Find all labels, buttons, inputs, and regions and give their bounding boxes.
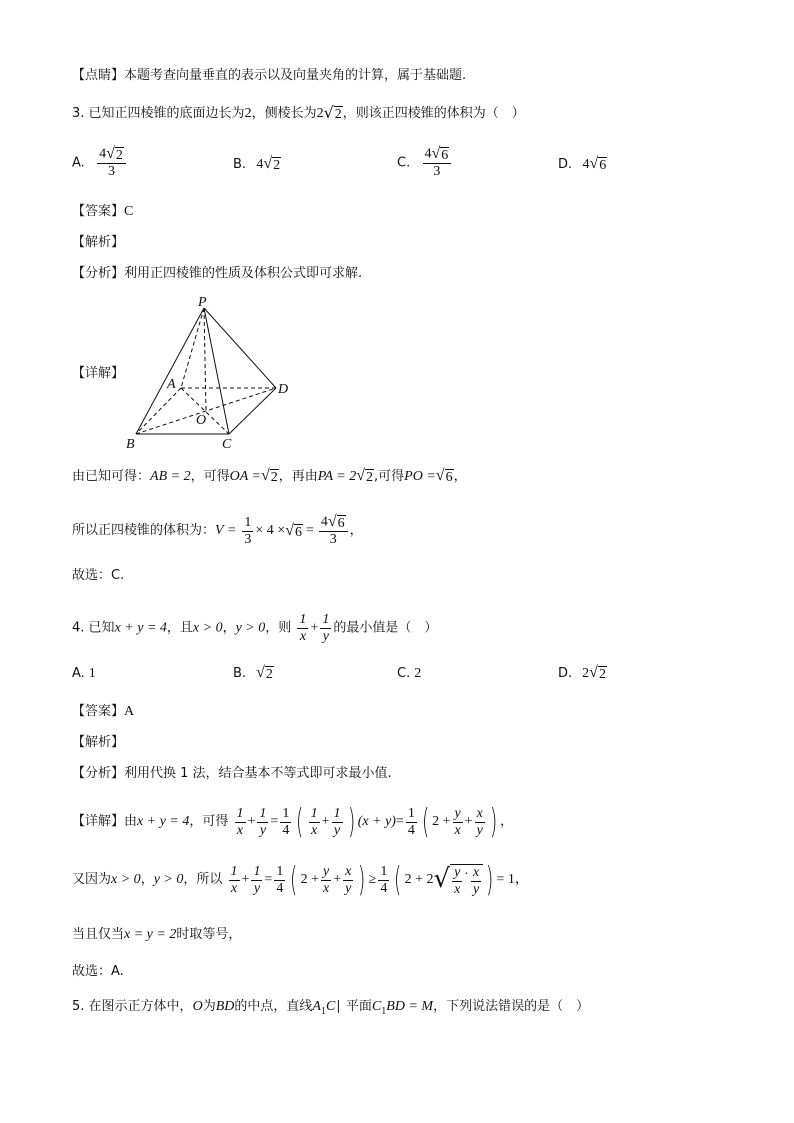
math-pa: PA = 2 <box>317 469 357 484</box>
option-label: A. <box>72 666 85 681</box>
math-ypos: y > 0 <box>153 872 184 887</box>
option-label: C. <box>397 155 411 171</box>
q4-detail-line1: 【详解】由x + y = 4，可得 $\frac{1}{x}$ + $\frac{1}{y}$ = $\frac{1}{4}$ ( $\frac{1}{x}$ + $\frac{1}{y}$ ) (x + y)= $\frac{1}{4}$ ( 2 + $\frac{y}{x}$ + $\frac{x}{y}$ ) ， <box>72 802 514 842</box>
val: 2 <box>414 666 422 681</box>
label-c: C <box>222 437 232 452</box>
detail-tag: 【详解】 <box>72 814 125 829</box>
q3-option-c <box>397 146 453 180</box>
result: = 1， <box>496 872 529 887</box>
q4-conclude: 故选：A. <box>72 964 124 979</box>
q4-detail-line3 <box>72 925 241 945</box>
rad: 2 <box>265 667 273 682</box>
math-line <box>312 999 336 1017</box>
text: 的最小值是（ ） <box>333 620 438 636</box>
text: 所以正四棱锥的体积为： <box>72 523 216 538</box>
frac-1-x: $\frac{1}{x}$ <box>299 612 307 644</box>
answer-tag: 【答案】 <box>72 704 125 719</box>
q3-option-b: B. 4 √ 2 <box>233 155 281 173</box>
edge-pa <box>181 308 204 388</box>
label-d: D <box>278 382 289 397</box>
math-po: PO = <box>404 469 436 484</box>
q5-stem <box>72 997 589 1022</box>
line-a: A <box>312 999 321 1014</box>
text: 时取等号， <box>176 927 242 942</box>
q3-edge-coef: 2 <box>316 106 324 121</box>
text: ， <box>349 523 363 538</box>
q4-option-b: B. √ 2 <box>233 664 273 682</box>
answer-value: A <box>124 704 135 719</box>
text: ，下列说法错误的是（ ） <box>433 999 590 1014</box>
sqrt-2: √ 2 <box>260 467 278 485</box>
text: ,可得 <box>374 469 405 484</box>
analysis-text: 利用正四棱锥的性质及体积公式即可求解. <box>124 266 363 281</box>
text: 在图示正方体中， <box>88 999 193 1014</box>
q5-number: 5. <box>72 999 85 1014</box>
math-xpos: x > 0 <box>192 620 223 636</box>
times: × 4 × <box>255 523 286 538</box>
sqrt-6: √ 6 <box>435 467 453 485</box>
option-label: B. <box>233 666 247 681</box>
q3-edge-sqrt: √ 2 <box>323 103 342 122</box>
q3-detail-tag: 【详解】 <box>72 366 125 381</box>
text: 已知 <box>88 620 115 636</box>
frac-1-y: $\frac{1}{y}$ <box>322 612 330 644</box>
q3-jiexi: 【解析】 <box>72 235 125 250</box>
math-bd: BD <box>215 999 235 1014</box>
edge-pb <box>136 308 207 434</box>
text: 又因为 <box>72 872 112 887</box>
line-c: C <box>325 999 336 1014</box>
q3-option-a <box>72 146 128 180</box>
q4-option-a <box>72 665 96 682</box>
edge-po <box>204 308 206 411</box>
label-o: O <box>196 413 207 428</box>
math-ab: AB = 2 <box>150 469 191 484</box>
q4-analysis <box>72 764 392 784</box>
q3-detail-line2 <box>72 514 363 548</box>
q3-number: 3. <box>72 106 85 121</box>
q4-jiexi: 【解析】 <box>72 735 125 750</box>
option-label: D. <box>558 157 573 172</box>
q3-stem-a: 已知正四棱锥的底面边长为 <box>88 106 245 121</box>
plane-sub: 1 <box>381 1005 387 1017</box>
math-v: V = <box>215 523 237 538</box>
text: 由 <box>124 814 138 829</box>
math-ypos: y > 0 <box>235 620 266 636</box>
q3-c-frac: 4 √ 6 3 <box>423 146 452 180</box>
option-label: D. <box>558 666 573 681</box>
math-xpos: x > 0 <box>111 872 141 887</box>
text: 的中点，直线 <box>234 999 313 1014</box>
text: ，则 <box>265 620 292 636</box>
analysis-tag: 【分析】 <box>72 766 125 781</box>
q4-answer <box>72 702 134 722</box>
label-p: P <box>198 295 207 310</box>
pyramid-figure <box>124 294 294 454</box>
dianjing-text: 本题考查向量垂直的表示以及向量夹角的计算，属于基础题. <box>124 68 467 83</box>
text: 由已知可得： <box>72 469 151 484</box>
line-sub: 1 <box>320 1005 326 1017</box>
frac-1-3: $\frac{1}{3}$ <box>244 514 252 547</box>
q3-stem <box>72 104 525 124</box>
num-coef: 4 <box>99 146 107 162</box>
edge-pc <box>204 308 229 434</box>
q3-base: 2 <box>244 106 252 121</box>
math-oa: OA = <box>229 469 261 484</box>
option-label: C. <box>397 666 411 681</box>
coef: 4 <box>582 157 590 172</box>
num-rad: 2 <box>115 148 123 163</box>
plane-end: BD = M <box>386 999 434 1014</box>
math-cond: x + y = 4 <box>114 620 167 636</box>
den: 3 <box>107 164 115 179</box>
text: 为 <box>202 999 216 1014</box>
label-a: A <box>167 377 176 392</box>
text: ，再由 <box>278 469 318 484</box>
q4-number: 4. <box>72 620 85 636</box>
frac-result: 4 √ 6 3 <box>319 514 348 548</box>
q3-conclude: 故选：C. <box>72 568 125 583</box>
plane-c: C <box>371 999 382 1014</box>
analysis-text: 利用代换 1 法，结合基本不等式即可求最小值. <box>124 766 392 781</box>
edge-cd <box>229 388 276 434</box>
math-eq: x = y = 2 <box>124 927 177 942</box>
dianjing-line <box>72 66 466 86</box>
q4-stem: 4. 已知x + y = 4，且x > 0，y > 0，则 $\frac{1}{x}$ + $\frac{1}{y}$ 的最小值是（ ） <box>72 612 438 644</box>
q4-option-d: D. 2 √ 2 <box>558 664 606 682</box>
q3-option-d: D. 4 √ 6 <box>558 155 607 173</box>
q3-stem-c: ，则该正四棱锥的体积为（ ） <box>342 106 525 121</box>
eq: = <box>305 523 314 538</box>
rad: 2 <box>598 667 606 682</box>
val: 1 <box>88 666 96 681</box>
answer-tag: 【答案】 <box>72 204 125 219</box>
q3-stem-b: ，侧棱长为 <box>251 106 317 121</box>
sqrt-2: √ 2 <box>356 467 374 485</box>
text: ，所以 <box>183 872 223 887</box>
text: ，可得 <box>189 814 229 829</box>
q3-a-frac: 4 √ 2 3 <box>97 146 126 180</box>
label-b: B <box>126 437 135 452</box>
option-label: A. <box>72 155 85 171</box>
q3-detail-line1 <box>72 467 467 487</box>
rad: 2 <box>273 158 281 173</box>
q4-option-c <box>397 665 421 682</box>
answer-value: C <box>124 204 134 219</box>
coef: 2 <box>582 666 590 681</box>
dianjing-tag: 【点睛】 <box>72 68 125 83</box>
num-coef: 4 <box>424 146 432 162</box>
q4-detail-line2: 又因为x > 0，y > 0，所以 $\frac{1}{x}$ + $\frac{1}{y}$ = $\frac{1}{4}$ ( 2 + $\frac{y}{x}$ + $\frac{x}{y}$ ) ≥ $\frac{1}{4}$ ( 2 + 2 √ $\frac{y}{x}$ · $\frac{x}{y}$ ) = 1， <box>72 860 529 900</box>
text: 当且仅当 <box>72 927 125 942</box>
coef: 4 <box>256 157 264 172</box>
text: ， <box>222 620 236 636</box>
math-plane <box>371 999 434 1017</box>
text: ，且 <box>166 620 193 636</box>
q3-answer <box>72 202 133 222</box>
q3-analysis <box>72 264 362 284</box>
den: 3 <box>433 164 441 179</box>
sqrt-6: √ 6 <box>285 521 302 540</box>
math-cond: x + y = 4 <box>137 814 190 829</box>
num-rad: 6 <box>441 148 449 163</box>
option-label: B. <box>233 157 247 172</box>
text: ，可得 <box>190 469 230 484</box>
rad: 6 <box>599 158 607 173</box>
math-o: O <box>192 999 203 1014</box>
edge-pd <box>204 308 276 388</box>
q3-edge-rad: 2 <box>334 107 342 122</box>
text: ， <box>453 469 467 484</box>
text: ∣ 平面 <box>335 999 372 1014</box>
analysis-tag: 【分析】 <box>72 266 125 281</box>
